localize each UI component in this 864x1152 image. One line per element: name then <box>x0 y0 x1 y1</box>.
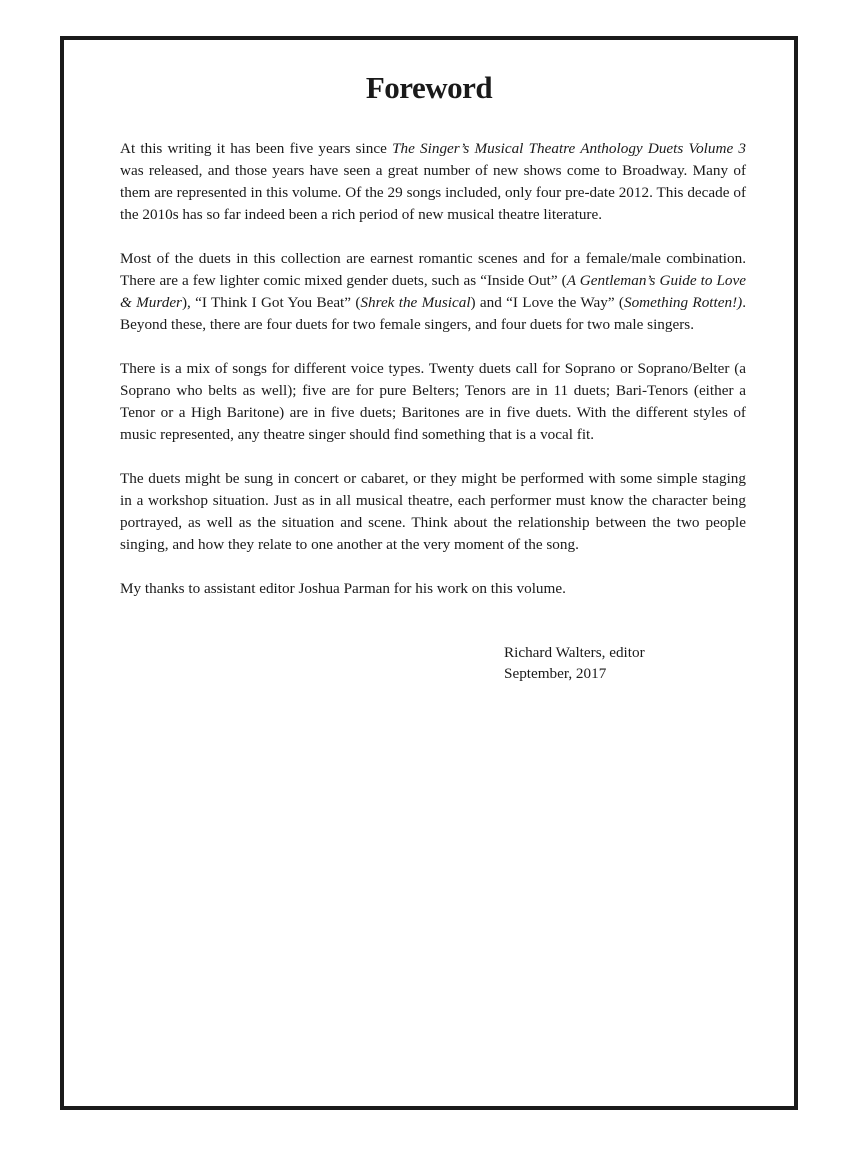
paragraph-1-book-title: The Singer’s Musical Theatre Anthology Duets Volume 3 <box>392 140 746 157</box>
paragraph-1-text-c: was released, and those years have seen a great number of new shows come to Broadway. Many of them are represented in this volume. Of the 29 songs included, only four pre-date 2012. This decade of the 2010s has so far indeed been a rich period of new musical theatre literature. <box>120 162 746 223</box>
paragraph-2-show-title-3: Something Rotten!) <box>623 294 743 311</box>
paragraph-1-text-a: At this writing it has been five years since <box>120 140 393 157</box>
paragraph-2-text-c: ), “I Think I Got You Beat” ( <box>181 294 361 311</box>
paragraph-3: There is a mix of songs for different voice types. Twenty duets call for Soprano or Soprano/Belter (a Soprano who belts as well); five are for pure Belters; Tenors are in 11 duets; Bari-Tenors (either a Tenor or a High Baritone) are in five duets; Baritones are in five duets. With the different styles of music represented, any theatre singer should find something that is a vocal fit. <box>120 360 746 443</box>
paragraph-2-show-title-2: Shrek the Musical <box>360 294 471 311</box>
paragraph-2 <box>120 248 746 336</box>
paragraph-1 <box>120 138 746 226</box>
foreword-body <box>120 138 746 622</box>
paragraph-4: The duets might be sung in concert or cabaret, or they might be performed with some simple staging in a workshop situation. Just as in all musical theatre, each performer must know the character being portrayed, as well as the situation and scene. Think about the relationship between the two people singing, and how they relate to one another at the very moment of the song. <box>120 470 746 553</box>
paragraph-5: My thanks to assistant editor Joshua Parman for his work on this volume. <box>120 580 566 597</box>
signature-block <box>504 642 645 684</box>
signature-date: September, 2017 <box>504 665 607 682</box>
signature-name: Richard Walters, editor <box>504 644 645 661</box>
paragraph-2-text-g: . Beyond these, there are four duets for two female singers, and four duets for two male singers. <box>120 294 746 333</box>
paragraph-2-text-a: Most of the duets in this collection are earnest romantic scenes and for a female/male combination. There are a few lighter comic mixed gender duets, such as “Inside Out” ( <box>120 250 746 289</box>
paragraph-2-show-title-1: A Gentleman’s Guide to Love & Murder <box>120 272 746 311</box>
page-frame <box>60 36 798 1110</box>
page-title: Foreword <box>365 70 493 105</box>
paragraph-2-text-e: ) and “I Love the Way” ( <box>470 294 624 311</box>
